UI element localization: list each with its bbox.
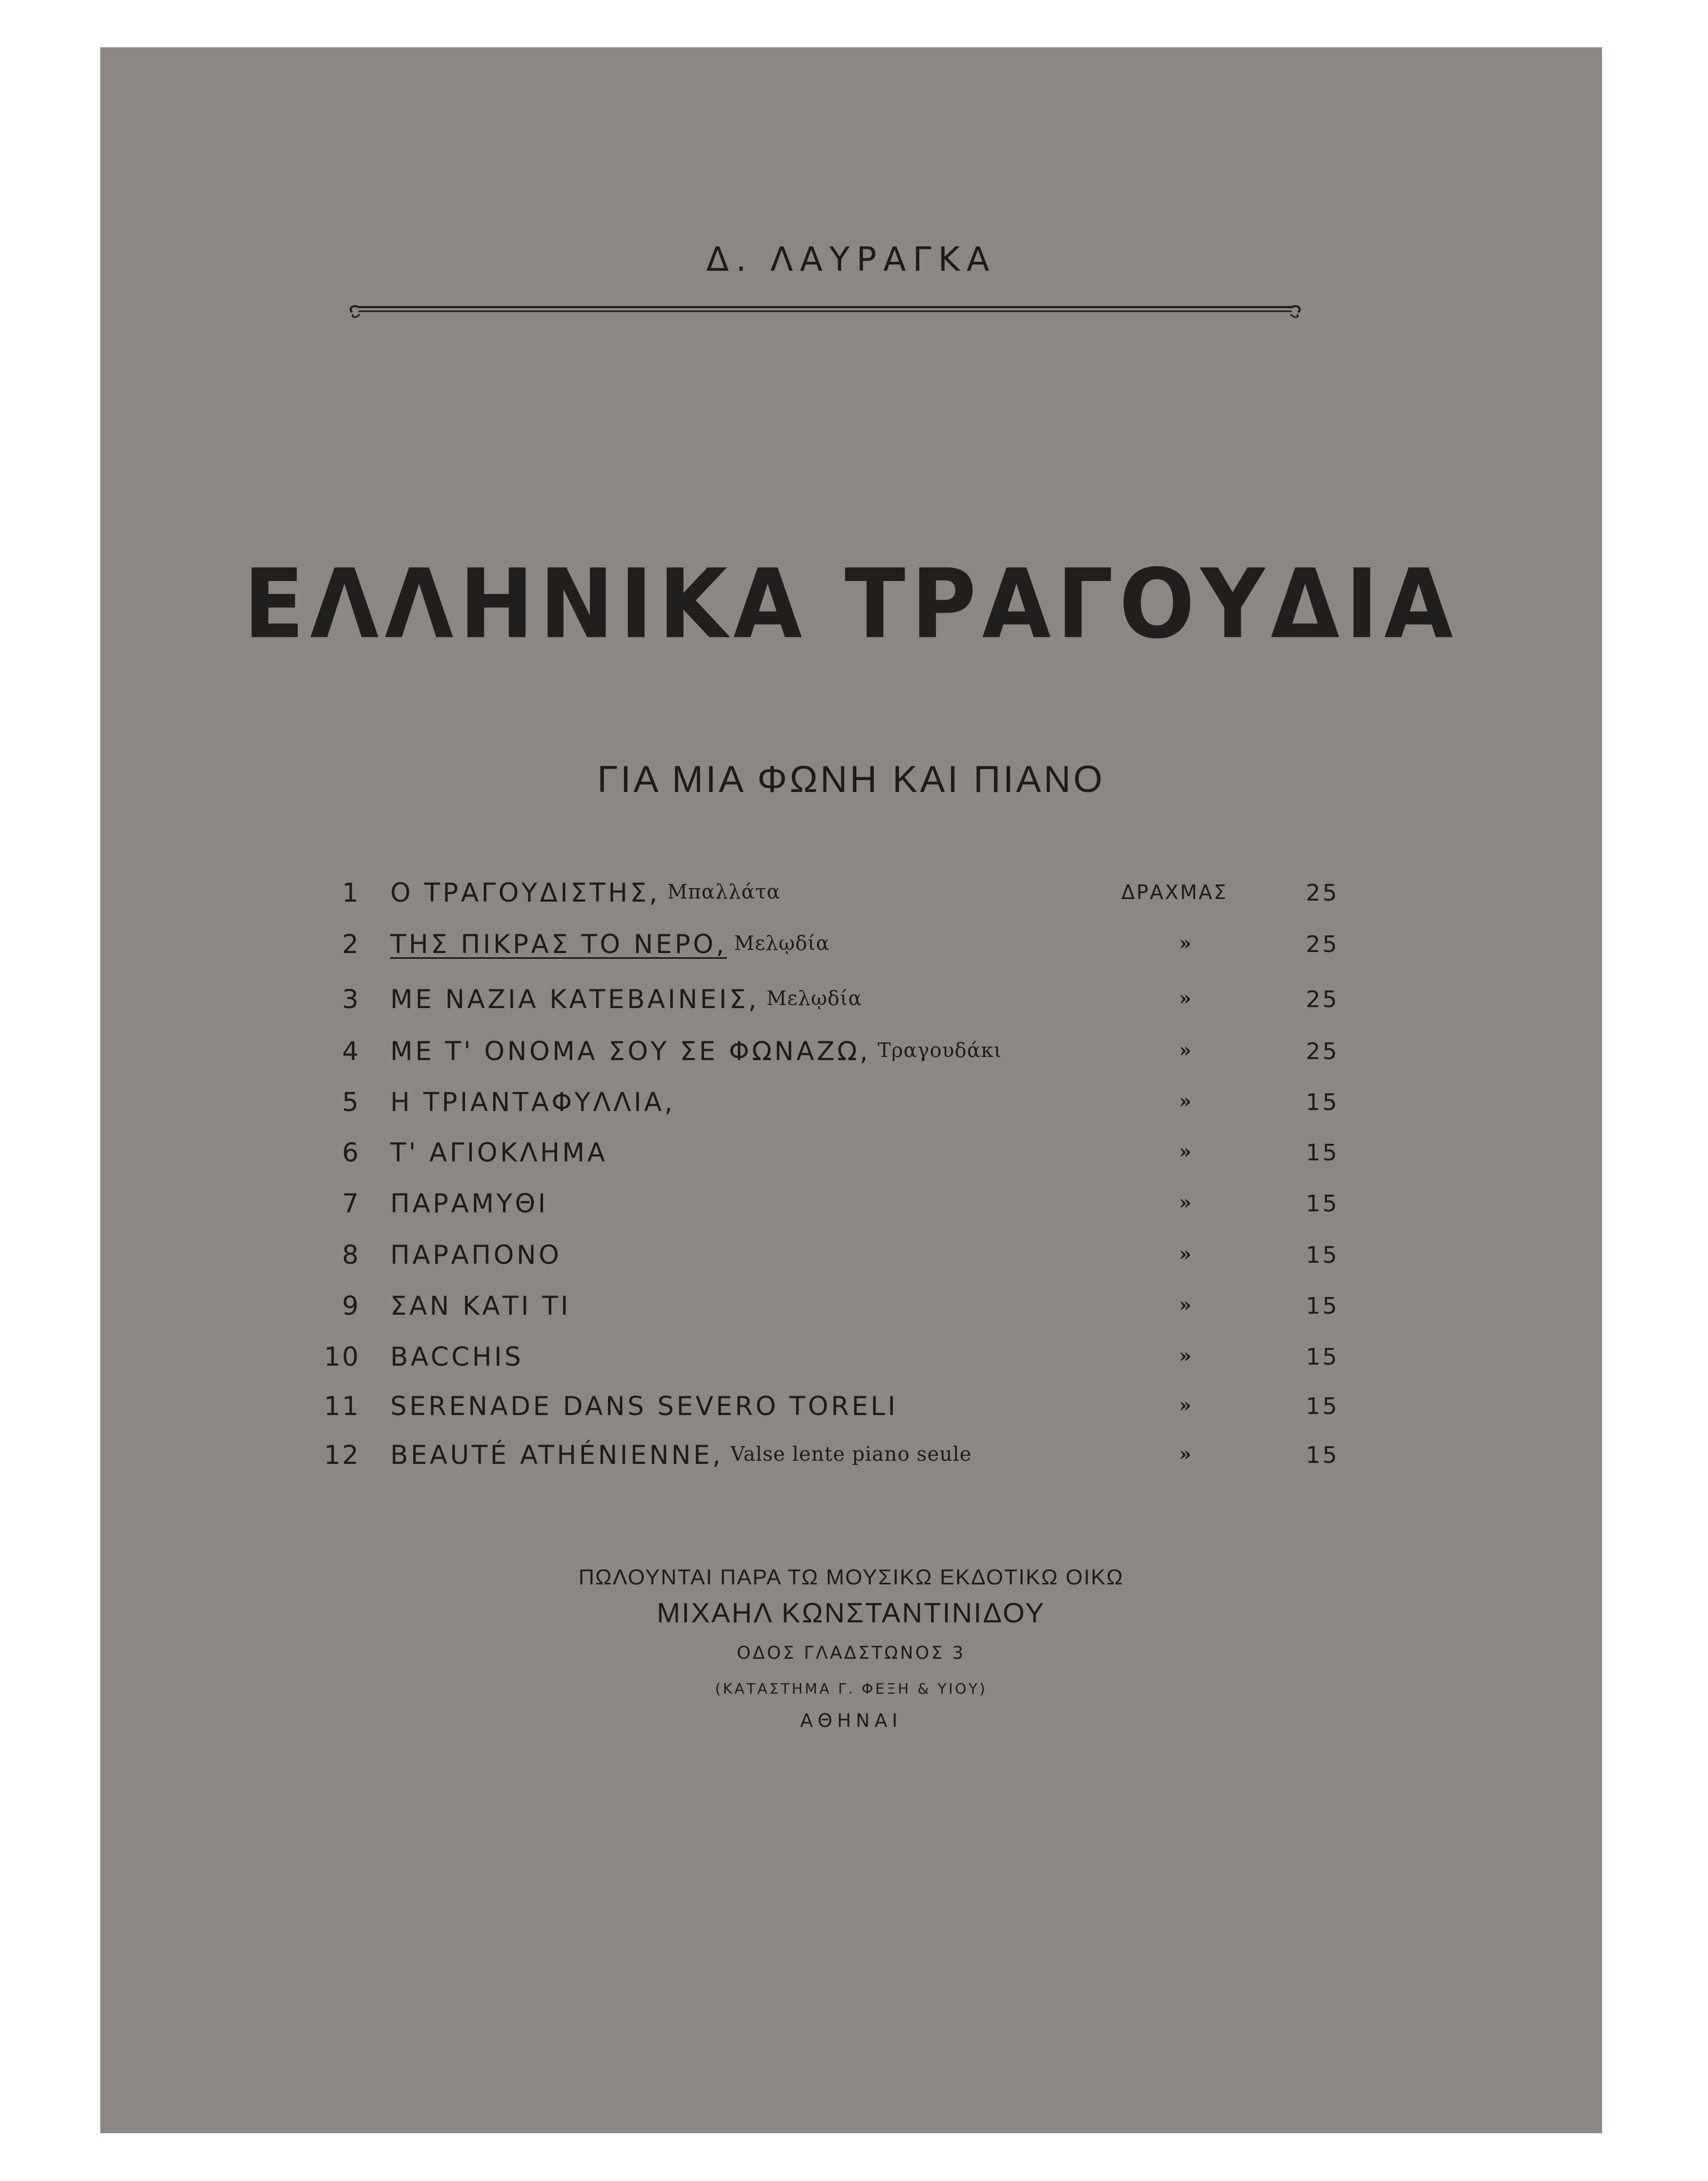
ditto-mark: » xyxy=(1179,1393,1191,1417)
song-row xyxy=(100,984,1602,1026)
ditto-mark: » xyxy=(1179,1293,1191,1316)
song-title xyxy=(390,1440,972,1470)
ditto-mark: » xyxy=(1179,986,1191,1010)
song-number: 5 xyxy=(342,1087,360,1117)
ditto-mark: » xyxy=(1179,1344,1191,1367)
song-genre: Valse lente piano seule xyxy=(730,1443,972,1465)
ditto-mark: » xyxy=(1179,1442,1191,1465)
song-price: 15 xyxy=(1306,1242,1339,1268)
cover-sheet xyxy=(100,47,1602,2133)
ditto-mark: » xyxy=(1179,931,1191,955)
song-title xyxy=(390,1342,524,1372)
song-title-text: SERENADE DANS SEVERO TORELI xyxy=(390,1391,898,1421)
song-number: 12 xyxy=(324,1440,360,1470)
publisher-city: ΑΘΗΝΑΙ xyxy=(800,1710,903,1731)
song-number: 3 xyxy=(342,984,360,1014)
song-title xyxy=(390,1291,571,1321)
song-title-text: ΜΕ Τ' ΟΝΟΜΑ ΣΟΥ ΣΕ ΦΩΝΑΖΩ, xyxy=(390,1036,871,1066)
song-number: 7 xyxy=(342,1188,360,1219)
song-title-text: Τ' ΑΓΙΟΚΛΗΜΑ xyxy=(390,1138,608,1168)
song-price: 15 xyxy=(1306,1393,1339,1420)
song-title-text: ΜΕ ΝΑΖΙΑ ΚΑΤΕΒΑΙΝΕΙΣ, xyxy=(390,984,759,1014)
song-price: 15 xyxy=(1306,1442,1339,1469)
song-row xyxy=(100,1188,1602,1230)
main-title: ΕΛΛΗΝΙΚΑ ΤΡΑΓΟΥΔΙΑ xyxy=(243,549,1459,660)
song-price: 25 xyxy=(1306,1038,1339,1065)
author-name: Δ. ΛΑΥΡΑΓΚΑ xyxy=(706,241,996,279)
song-title-text: ΤΗΣ ΠΙΚΡΑΣ ΤΟ ΝΕΡΟ, xyxy=(390,929,727,959)
song-title-text: Η ΤΡΙΑΝΤΑΦΥΛΛΙΑ, xyxy=(390,1087,676,1117)
song-row xyxy=(100,1391,1602,1433)
song-price: 25 xyxy=(1306,880,1339,906)
publisher-street: ΟΔΟΣ ΓΛΑΔΣΤΩΝΟΣ 3 xyxy=(736,1643,966,1663)
song-row xyxy=(100,1036,1602,1078)
song-title xyxy=(390,1391,898,1421)
song-row xyxy=(100,1138,1602,1179)
song-row xyxy=(100,878,1602,919)
song-price: 15 xyxy=(1306,1344,1339,1370)
song-title xyxy=(390,1188,548,1219)
song-price: 15 xyxy=(1306,1089,1339,1116)
publisher-store: (ΚΑΤΑΣΤΗΜΑ Γ. ΦΕΞΗ & ΥΙΟΥ) xyxy=(715,1680,987,1697)
song-title-text: ΠΑΡΑΠΟΝΟ xyxy=(390,1240,562,1270)
song-title xyxy=(390,878,780,908)
subtitle: ΓΙΑ ΜΙΑ ΦΩΝΗ ΚΑΙ ΠΙΑΝΟ xyxy=(597,759,1105,800)
song-title xyxy=(390,1240,562,1270)
decorative-rule xyxy=(347,294,1303,325)
song-title-text: BACCHIS xyxy=(390,1342,524,1372)
song-number: 1 xyxy=(342,878,360,908)
song-number: 9 xyxy=(342,1291,360,1321)
song-row xyxy=(100,1440,1602,1482)
song-number: 10 xyxy=(324,1342,360,1372)
ditto-mark: » xyxy=(1179,1038,1191,1062)
song-row xyxy=(100,929,1602,971)
ditto-mark: » xyxy=(1179,1140,1191,1163)
song-price: 15 xyxy=(1306,1293,1339,1319)
song-title-text: ΠΑΡΑΜΥΘΙ xyxy=(390,1188,548,1219)
ditto-mark: » xyxy=(1179,1191,1191,1214)
song-price: 15 xyxy=(1306,1191,1339,1217)
ditto-mark: » xyxy=(1179,1089,1191,1113)
song-title-text: Ο ΤΡΑΓΟΥΔΙΣΤΗΣ, xyxy=(390,878,660,908)
song-number: 4 xyxy=(342,1036,360,1066)
song-number: 6 xyxy=(342,1138,360,1168)
song-row xyxy=(100,1087,1602,1129)
song-row xyxy=(100,1291,1602,1332)
song-genre: Μελῳδία xyxy=(766,987,863,1010)
song-price: 15 xyxy=(1306,1140,1339,1166)
song-number: 8 xyxy=(342,1240,360,1270)
song-title xyxy=(390,1138,607,1168)
song-title xyxy=(390,929,830,959)
song-title-text: ΣΑΝ ΚΑΤΙ ΤΙ xyxy=(390,1291,571,1321)
song-title xyxy=(390,1036,1002,1066)
song-title xyxy=(390,1087,675,1117)
song-genre: Μπαλλάτα xyxy=(667,880,781,903)
song-price: 25 xyxy=(1306,986,1339,1013)
ditto-mark: » xyxy=(1179,1242,1191,1265)
song-row xyxy=(100,1342,1602,1383)
song-number: 11 xyxy=(324,1391,360,1421)
song-genre: Τραγουδάκι xyxy=(878,1039,1002,1062)
publisher-line-sold-by: ΠΩΛΟΥΝΤΑΙ ΠΑΡΑ ΤΩ ΜΟΥΣΙΚΩ ΕΚΔΟΤΙΚΩ ΟΙΚΩ xyxy=(578,1565,1124,1589)
song-row xyxy=(100,1240,1602,1281)
song-title xyxy=(390,984,862,1014)
publisher-imprint xyxy=(100,1565,1602,1741)
song-number: 2 xyxy=(342,929,360,959)
publisher-name: ΜΙΧΑΗΛ ΚΩΝΣΤΑΝΤΙΝΙΔΟΥ xyxy=(656,1597,1046,1629)
song-title-text: BEAUTÉ ATHÉNIENNE, xyxy=(390,1440,723,1470)
song-price: 25 xyxy=(1306,931,1339,958)
song-genre: Μελῳδία xyxy=(734,932,830,955)
currency-label: ΔΡΑΧΜΑΣ xyxy=(1121,881,1228,904)
